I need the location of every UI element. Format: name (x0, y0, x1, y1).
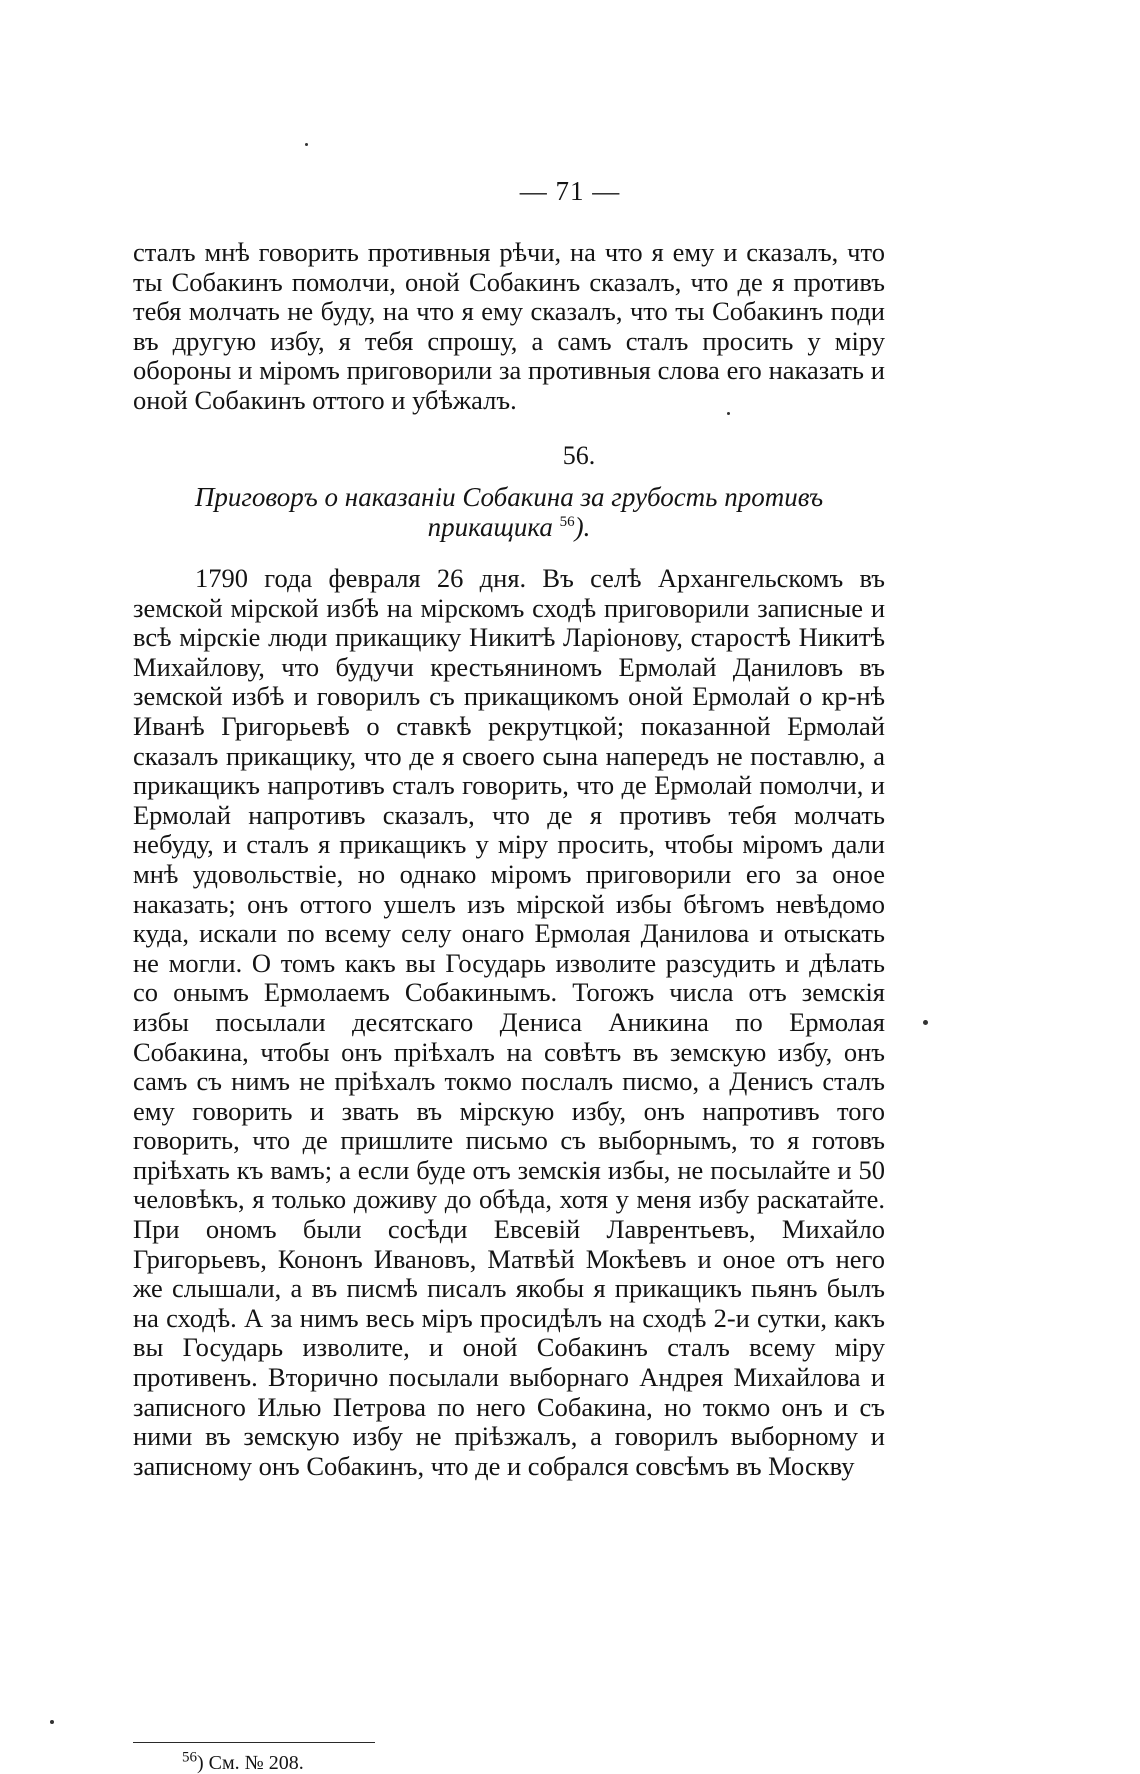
document-title (133, 482, 885, 542)
page-number: — 71 — (519, 176, 621, 206)
document-title-text: Приговоръ о наказаніи Собакина за грубость противъ прикащика (194, 482, 824, 542)
continuation-paragraph (133, 238, 885, 416)
scan-speck (923, 1020, 928, 1025)
document-number: 56. (562, 441, 596, 470)
scan-speck (305, 143, 308, 146)
document-title-footnote-close: ). (574, 512, 591, 542)
scan-speck (50, 1720, 54, 1724)
footnote-ref: 56 (182, 1749, 197, 1766)
continuation-paragraph-text: сталъ мнѣ говорить противныя рѣчи, на что я ему и сказалъ, что ты Собакинъ помолчи, оной Собакинъ сказалъ, что де я противъ тебя молчать не буду, на что я ему сказалъ, что ты Собакинъ поди въ другую избу, я тебя спрошу, а самъ сталъ просить у міру обороны и міромъ приговорили за противныя слова его наказать и оной Собакинъ оттого и убѣжалъ. (133, 237, 885, 415)
document-body (133, 564, 885, 1481)
document-title-footnote-ref: 56 (559, 514, 575, 530)
document-body-text: 1790 года февраля 26 дня. Въ селѣ Архангельскомъ въ земской мірской избѣ на мірскомъ сходѣ приговорили записные и всѣ мірскіе люди прикащику Никитѣ Ларіонову, старостѣ Никитѣ Михайлову, что будучи крестьяниномъ Ермолай Даниловъ въ земской избѣ и говорилъ съ прикащикомъ оной Ермолай о кр-нѣ Иванѣ Григорьевѣ о ставкѣ рекрутцкой; показанной Ермолай сказалъ прикащику, что де я своего сына напередъ не поставлю, а прикащикъ напротивъ сталъ говорить, что де Ермолай помолчи, и Ермолай напротивъ сказалъ, что де я противъ тебя молчать небуду, и сталъ я прикащикъ у міру просить, чтобы міромъ дали мнѣ удовольствіе, но однако міромъ приговорили его за оное наказать; онъ оттого ушелъ изъ мірской избы бѣгомъ невѣдомо куда, искали по всему селу онаго Ермолая Данилова и отыскать не могли. О томъ какъ вы Государь изволите разсудить и дѣлать со онымъ Ермолаемъ Собакинымъ. Тогожъ числа отъ земскія избы посылали десятскаго Дениса Аникина по Ермолая Собакина, чтобы онъ пріѣхалъ на совѣтъ въ земскую избу, онъ самъ съ нимъ не пріѣхалъ токмо послалъ писмо, а Денисъ сталъ ему говорить и звать въ мірскую избу, онъ напротивъ того говорить, что де пришлите письмо съ выборнымъ, то я готовъ пріѣхать къ вамъ; а если буде отъ земскія избы, не посылайте и 50 человѣкъ, я только доживу до обѣда, хотя у меня избу раскатайте. При ономъ были сосѣди Евсевій Лаврентьевъ, Михайло Григорьевъ, Кононъ Ивановъ, Матвѣй Мокѣевъ и оное отъ него же слышали, а въ писмѣ писалъ якобы я прикащикъ пьянъ былъ на сходѣ. А за нимъ весь міръ просидѣлъ на сходѣ 2-и сутки, какъ вы Государь изволите, и оной Собакинъ сталъ всему міру противенъ. Вторично посылали выборнаго Андрея Михайлова и записного Илью Петрова по него Собакина, но токмо онъ и съ ними въ земскую избу не пріѣзжалъ, а говорилъ выборному и записному онъ Собакинъ, что де и собрался совсѣмъ въ Москву (133, 563, 885, 1481)
footnote-divider (133, 1742, 375, 1743)
scan-speck (727, 412, 730, 415)
footnote-text: ) См. № 208. (197, 1752, 304, 1774)
footnote (182, 1749, 304, 1774)
